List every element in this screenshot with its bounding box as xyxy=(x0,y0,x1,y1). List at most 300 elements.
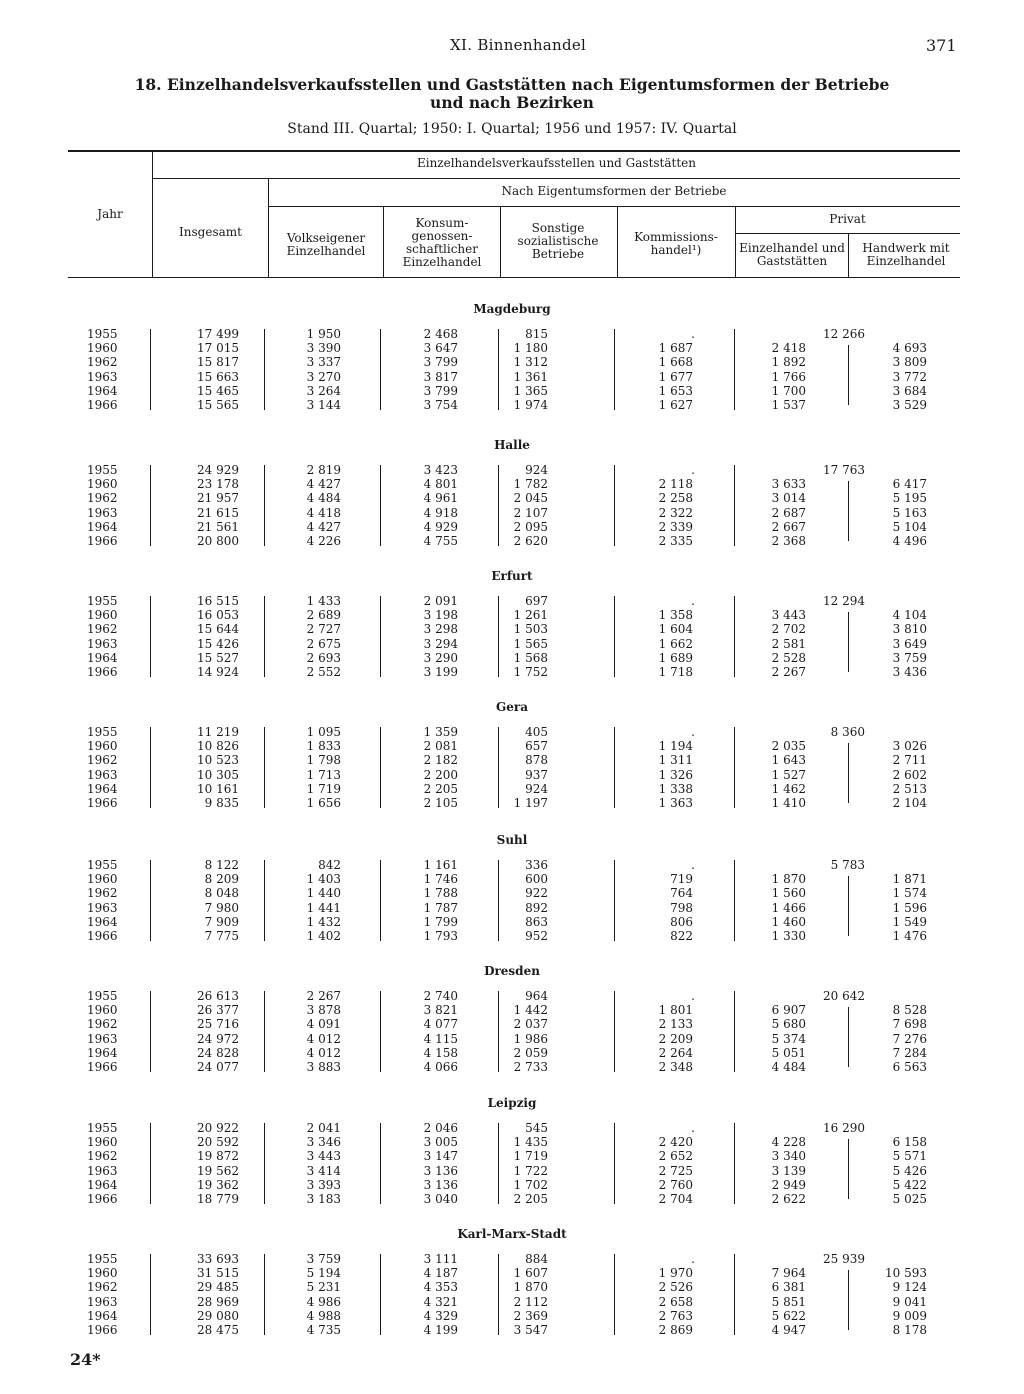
table-row xyxy=(0,622,1024,636)
value-cell: 2 118 xyxy=(658,477,693,492)
value-cell: 5 622 xyxy=(771,1308,806,1323)
value-cell: 842 xyxy=(318,858,341,872)
table-row xyxy=(0,768,1024,782)
year-cell: 1960 xyxy=(87,608,118,623)
value-cell: 2 602 xyxy=(892,767,927,782)
value-cell: 924 xyxy=(525,781,548,796)
value-cell: 1 503 xyxy=(513,622,548,637)
value-cell: 10 826 xyxy=(197,739,239,754)
value-cell: 8 122 xyxy=(204,858,239,872)
value-cell: 1 798 xyxy=(306,753,341,768)
value-cell: 4 496 xyxy=(892,534,927,548)
value-cell: 600 xyxy=(525,872,548,887)
table-row xyxy=(0,398,1024,412)
value-cell: 2 267 xyxy=(306,989,341,1003)
privat-total-cell: 8 360 xyxy=(830,725,865,739)
value-cell: 3 390 xyxy=(306,341,341,356)
col-privat-handwerk: Handwerk mit Einzelhandel xyxy=(862,241,950,268)
value-cell: 2 687 xyxy=(771,505,806,520)
value-cell: 806 xyxy=(670,914,693,929)
value-cell: 1 574 xyxy=(892,886,927,901)
table-row xyxy=(0,725,1024,739)
value-cell: 5 374 xyxy=(771,1031,806,1046)
year-cell: 1963 xyxy=(87,369,118,384)
value-cell: 21 561 xyxy=(197,519,239,534)
value-cell: 7 276 xyxy=(892,1031,927,1046)
value-cell: 4 199 xyxy=(423,1323,458,1337)
table-row xyxy=(0,1032,1024,1046)
table-row xyxy=(0,1323,1024,1337)
value-cell: 3 423 xyxy=(423,463,458,477)
bezirk-heading: Halle xyxy=(494,438,530,452)
value-cell: 4 427 xyxy=(306,519,341,534)
value-cell: 1 793 xyxy=(423,929,458,943)
value-cell: 336 xyxy=(525,858,548,872)
value-cell: 3 878 xyxy=(306,1003,341,1018)
value-cell: 2 037 xyxy=(513,1017,548,1032)
privat-total-cell: 17 763 xyxy=(823,463,865,477)
value-cell: 2 322 xyxy=(658,505,693,520)
value-cell: 24 077 xyxy=(197,1060,239,1074)
value-cell: 1 788 xyxy=(423,886,458,901)
value-cell: 20 922 xyxy=(197,1121,239,1135)
value-cell: . xyxy=(691,327,695,341)
rule xyxy=(153,178,960,179)
value-cell: 3 414 xyxy=(306,1163,341,1178)
page-signature: 24* xyxy=(70,1350,101,1369)
table-row xyxy=(0,520,1024,534)
value-cell: 2 581 xyxy=(771,636,806,651)
year-cell: 1962 xyxy=(87,753,118,768)
value-cell: 1 095 xyxy=(306,725,341,739)
value-cell: 5 231 xyxy=(306,1280,341,1295)
value-cell: 4 693 xyxy=(892,341,927,356)
year-cell: 1962 xyxy=(87,1017,118,1032)
col-divider xyxy=(152,152,153,277)
table-subtitle: Stand III. Quartal; 1950: I. Quartal; 1956 und 1957: IV. Quartal xyxy=(287,121,737,137)
value-cell: 2 702 xyxy=(771,622,806,637)
value-cell: 4 801 xyxy=(423,477,458,492)
value-cell: 4 329 xyxy=(423,1308,458,1323)
value-cell: . xyxy=(691,858,695,872)
year-cell: 1955 xyxy=(87,858,118,872)
value-cell: 3 883 xyxy=(306,1060,341,1074)
value-cell: 1 596 xyxy=(892,900,927,915)
year-cell: 1955 xyxy=(87,463,118,477)
year-cell: 1962 xyxy=(87,886,118,901)
value-cell: 5 104 xyxy=(892,519,927,534)
table-row xyxy=(0,1266,1024,1280)
value-cell: 1 677 xyxy=(658,369,693,384)
value-cell: . xyxy=(691,725,695,739)
value-cell: 23 178 xyxy=(197,477,239,492)
value-cell: 2 658 xyxy=(658,1294,693,1309)
value-cell: 1 330 xyxy=(771,929,806,943)
year-cell: 1963 xyxy=(87,636,118,651)
value-cell: 3 772 xyxy=(892,369,927,384)
table-row xyxy=(0,534,1024,548)
rule xyxy=(68,150,960,152)
value-cell: 4 077 xyxy=(423,1017,458,1032)
value-cell: 4 418 xyxy=(306,505,341,520)
value-cell: 1 402 xyxy=(306,929,341,943)
value-cell: 1 460 xyxy=(771,914,806,929)
year-cell: 1960 xyxy=(87,872,118,887)
value-cell: 4 735 xyxy=(306,1323,341,1337)
value-cell: 822 xyxy=(670,929,693,943)
table-row xyxy=(0,858,1024,872)
year-cell: 1955 xyxy=(87,327,118,341)
table-row xyxy=(0,665,1024,679)
table-row xyxy=(0,477,1024,491)
value-cell: 1 476 xyxy=(892,929,927,943)
value-cell: 1 440 xyxy=(306,886,341,901)
value-cell: 15 663 xyxy=(197,369,239,384)
table-row xyxy=(0,327,1024,341)
col-konsum: Konsum-genossen-schaftlicher Einzelhandel xyxy=(402,216,482,269)
value-cell: 3 294 xyxy=(423,636,458,651)
year-cell: 1964 xyxy=(87,1308,118,1323)
value-cell: 697 xyxy=(525,594,548,608)
value-cell: 28 475 xyxy=(197,1323,239,1337)
value-cell: 1 700 xyxy=(771,383,806,398)
value-cell: 7 964 xyxy=(771,1266,806,1281)
bezirk-heading: Erfurt xyxy=(491,569,533,583)
year-cell: 1966 xyxy=(87,929,118,943)
value-cell: 3 183 xyxy=(306,1192,341,1206)
value-cell: 24 972 xyxy=(197,1031,239,1046)
value-cell: 1 643 xyxy=(771,753,806,768)
year-cell: 1960 xyxy=(87,1266,118,1281)
value-cell: 18 779 xyxy=(197,1192,239,1206)
value-cell: 657 xyxy=(525,739,548,754)
value-cell: 1 668 xyxy=(658,355,693,370)
table-row xyxy=(0,1252,1024,1266)
value-cell: 5 422 xyxy=(892,1177,927,1192)
value-cell: 1 312 xyxy=(513,355,548,370)
year-cell: 1963 xyxy=(87,1031,118,1046)
value-cell: 1 311 xyxy=(658,753,693,768)
value-cell: 3 139 xyxy=(771,1163,806,1178)
table-row xyxy=(0,506,1024,520)
value-cell: 7 284 xyxy=(892,1045,927,1060)
value-cell: 2 209 xyxy=(658,1031,693,1046)
value-cell: 1 466 xyxy=(771,900,806,915)
value-cell: 14 924 xyxy=(197,665,239,679)
value-cell: 1 871 xyxy=(892,872,927,887)
value-cell: 1 870 xyxy=(513,1280,548,1295)
value-cell: 1 432 xyxy=(306,914,341,929)
value-cell: 1 656 xyxy=(306,796,341,810)
value-cell: 8 528 xyxy=(892,1003,927,1018)
value-cell: 26 377 xyxy=(197,1003,239,1018)
value-cell: 6 417 xyxy=(892,477,927,492)
value-cell: 2 819 xyxy=(306,463,341,477)
table-row xyxy=(0,1046,1024,1060)
value-cell: 16 053 xyxy=(197,608,239,623)
value-cell: 1 197 xyxy=(513,796,548,810)
value-cell: 1 462 xyxy=(771,781,806,796)
table-row xyxy=(0,1164,1024,1178)
value-cell: 9 124 xyxy=(892,1280,927,1295)
table-row xyxy=(0,1149,1024,1163)
value-cell: 3 298 xyxy=(423,622,458,637)
value-cell: 4 104 xyxy=(892,608,927,623)
value-cell: 937 xyxy=(525,767,548,782)
year-cell: 1966 xyxy=(87,796,118,810)
value-cell: 2 704 xyxy=(658,1192,693,1206)
value-cell: 2 091 xyxy=(423,594,458,608)
value-cell: 19 872 xyxy=(197,1149,239,1164)
bezirk-heading: Magdeburg xyxy=(473,302,551,316)
table-row xyxy=(0,594,1024,608)
year-cell: 1964 xyxy=(87,383,118,398)
table-title: 18. Einzelhandelsverkaufsstellen und Gaststätten nach Eigentumsformen der Betriebe xyxy=(134,75,890,94)
value-cell: 8 209 xyxy=(204,872,239,887)
value-cell: 1 719 xyxy=(513,1149,548,1164)
value-cell: 29 485 xyxy=(197,1280,239,1295)
table-row xyxy=(0,989,1024,1003)
value-cell: 1 194 xyxy=(658,739,693,754)
value-cell: 2 200 xyxy=(423,767,458,782)
value-cell: 2 418 xyxy=(771,341,806,356)
value-cell: 2 622 xyxy=(771,1192,806,1206)
value-cell: 16 515 xyxy=(197,594,239,608)
value-cell: 3 436 xyxy=(892,665,927,679)
year-cell: 1960 xyxy=(87,1003,118,1018)
value-cell: 15 465 xyxy=(197,383,239,398)
value-cell: 5 051 xyxy=(771,1045,806,1060)
value-cell: 2 693 xyxy=(306,650,341,665)
table-row xyxy=(0,1178,1024,1192)
value-cell: 1 338 xyxy=(658,781,693,796)
value-cell: 4 012 xyxy=(306,1045,341,1060)
table-row xyxy=(0,384,1024,398)
value-cell: 1 746 xyxy=(423,872,458,887)
value-cell: 4 484 xyxy=(771,1060,806,1074)
table-row xyxy=(0,901,1024,915)
value-cell: 1 441 xyxy=(306,900,341,915)
value-cell: 2 339 xyxy=(658,519,693,534)
value-cell: 1 950 xyxy=(306,327,341,341)
value-cell: 15 644 xyxy=(197,622,239,637)
value-cell: 1 718 xyxy=(658,665,693,679)
value-cell: 2 205 xyxy=(513,1192,548,1206)
value-cell: 1 986 xyxy=(513,1031,548,1046)
value-cell: 3 529 xyxy=(892,398,927,412)
value-cell: 4 929 xyxy=(423,519,458,534)
privat-total-cell: 5 783 xyxy=(830,858,865,872)
value-cell: 1 180 xyxy=(513,341,548,356)
value-cell: 4 187 xyxy=(423,1266,458,1281)
value-cell: 24 929 xyxy=(197,463,239,477)
bezirk-heading: Leipzig xyxy=(487,1096,537,1110)
value-cell: 2 468 xyxy=(423,327,458,341)
year-cell: 1955 xyxy=(87,1121,118,1135)
table-row xyxy=(0,1060,1024,1074)
table-row xyxy=(0,782,1024,796)
col-kommission: Kommissions-handel¹) xyxy=(634,230,718,257)
value-cell: 3 270 xyxy=(306,369,341,384)
table-row xyxy=(0,915,1024,929)
value-cell: 3 136 xyxy=(423,1177,458,1192)
value-cell: 1 719 xyxy=(306,781,341,796)
table-row xyxy=(0,463,1024,477)
value-cell: 1 361 xyxy=(513,369,548,384)
rule xyxy=(68,277,960,278)
value-cell: 2 335 xyxy=(658,534,693,548)
year-cell: 1960 xyxy=(87,1135,118,1150)
value-cell: . xyxy=(691,1252,695,1266)
value-cell: 3 290 xyxy=(423,650,458,665)
value-cell: 5 195 xyxy=(892,491,927,506)
year-cell: 1963 xyxy=(87,1294,118,1309)
col-sonstige: Sonstige sozialistische Betriebe xyxy=(517,221,599,261)
value-cell: 863 xyxy=(525,914,548,929)
year-cell: 1955 xyxy=(87,1252,118,1266)
value-cell: 4 228 xyxy=(771,1135,806,1150)
table-row xyxy=(0,739,1024,753)
value-cell: 4 091 xyxy=(306,1017,341,1032)
value-cell: 1 537 xyxy=(771,398,806,412)
value-cell: 4 988 xyxy=(306,1308,341,1323)
value-cell: 3 340 xyxy=(771,1149,806,1164)
table-row xyxy=(0,651,1024,665)
privat-total-cell: 20 642 xyxy=(823,989,865,1003)
value-cell: . xyxy=(691,1121,695,1135)
value-cell: 3 026 xyxy=(892,739,927,754)
value-cell: 10 305 xyxy=(197,767,239,782)
value-cell: 952 xyxy=(525,929,548,943)
value-cell: 4 961 xyxy=(423,491,458,506)
value-cell: 3 111 xyxy=(423,1252,458,1266)
value-cell: 1 702 xyxy=(513,1177,548,1192)
value-cell: 1 662 xyxy=(658,636,693,651)
col-divider xyxy=(500,207,501,277)
value-cell: 2 104 xyxy=(892,796,927,810)
value-cell: 1 689 xyxy=(658,650,693,665)
value-cell: 3 810 xyxy=(892,622,927,637)
value-cell: 1 161 xyxy=(423,858,458,872)
value-cell: 2 652 xyxy=(658,1149,693,1164)
value-cell: 2 420 xyxy=(658,1135,693,1150)
value-cell: 2 112 xyxy=(513,1294,548,1309)
value-cell: 3 759 xyxy=(306,1252,341,1266)
value-cell: 2 513 xyxy=(892,781,927,796)
value-cell: 2 869 xyxy=(658,1323,693,1337)
year-cell: 1962 xyxy=(87,1280,118,1295)
value-cell: 2 949 xyxy=(771,1177,806,1192)
value-cell: 9 041 xyxy=(892,1294,927,1309)
value-cell: 11 219 xyxy=(197,725,239,739)
value-cell: 5 680 xyxy=(771,1017,806,1032)
value-cell: 3 547 xyxy=(513,1323,548,1337)
value-cell: 2 675 xyxy=(306,636,341,651)
value-cell: 15 426 xyxy=(197,636,239,651)
table-row xyxy=(0,341,1024,355)
value-cell: 1 892 xyxy=(771,355,806,370)
year-cell: 1966 xyxy=(87,1192,118,1206)
value-cell: 2 205 xyxy=(423,781,458,796)
value-cell: 878 xyxy=(525,753,548,768)
value-cell: 2 105 xyxy=(423,796,458,810)
value-cell: 20 800 xyxy=(197,534,239,548)
value-cell: 1 627 xyxy=(658,398,693,412)
table-row xyxy=(0,637,1024,651)
year-cell: 1962 xyxy=(87,622,118,637)
value-cell: 1 359 xyxy=(423,725,458,739)
col-nach-eigentum: Nach Eigentumsformen der Betriebe xyxy=(501,184,727,198)
value-cell: 2 689 xyxy=(306,608,341,623)
value-cell: 2 620 xyxy=(513,534,548,548)
value-cell: 924 xyxy=(525,463,548,477)
value-cell: 1 560 xyxy=(771,886,806,901)
value-cell: 3 647 xyxy=(423,341,458,356)
value-cell: 3 633 xyxy=(771,477,806,492)
value-cell: 1 799 xyxy=(423,914,458,929)
year-cell: 1964 xyxy=(87,781,118,796)
year-cell: 1966 xyxy=(87,1060,118,1074)
value-cell: 1 801 xyxy=(658,1003,693,1018)
value-cell: 4 947 xyxy=(771,1323,806,1337)
value-cell: 10 161 xyxy=(197,781,239,796)
col-jahr: Jahr xyxy=(97,207,123,221)
value-cell: 24 828 xyxy=(197,1045,239,1060)
value-cell: 3 346 xyxy=(306,1135,341,1150)
year-cell: 1966 xyxy=(87,1323,118,1337)
value-cell: 2 368 xyxy=(771,534,806,548)
col-divider xyxy=(617,207,618,277)
col-divider xyxy=(848,234,849,277)
value-cell: 2 258 xyxy=(658,491,693,506)
value-cell: 1 326 xyxy=(658,767,693,782)
page-number: 371 xyxy=(926,36,957,55)
col-insgesamt: Insgesamt xyxy=(179,225,242,239)
year-cell: 1955 xyxy=(87,594,118,608)
value-cell: 7 698 xyxy=(892,1017,927,1032)
value-cell: 3 198 xyxy=(423,608,458,623)
year-cell: 1962 xyxy=(87,355,118,370)
value-cell: 4 427 xyxy=(306,477,341,492)
chapter-header: XI. Binnenhandel xyxy=(450,36,587,54)
value-cell: 719 xyxy=(670,872,693,887)
col-privat: Privat xyxy=(829,212,866,226)
value-cell: 405 xyxy=(525,725,548,739)
value-cell: 2 081 xyxy=(423,739,458,754)
year-cell: 1966 xyxy=(87,534,118,548)
value-cell: 1 833 xyxy=(306,739,341,754)
value-cell: 1 261 xyxy=(513,608,548,623)
value-cell: 2 667 xyxy=(771,519,806,534)
value-cell: 3 443 xyxy=(306,1149,341,1164)
value-cell: 33 693 xyxy=(197,1252,239,1266)
value-cell: 884 xyxy=(525,1252,548,1266)
value-cell: 1 403 xyxy=(306,872,341,887)
value-cell: 5 025 xyxy=(892,1192,927,1206)
value-cell: 815 xyxy=(525,327,548,341)
value-cell: 6 907 xyxy=(771,1003,806,1018)
value-cell: 19 362 xyxy=(197,1177,239,1192)
value-cell: 31 515 xyxy=(197,1266,239,1281)
value-cell: 3 754 xyxy=(423,398,458,412)
year-cell: 1964 xyxy=(87,519,118,534)
value-cell: 5 426 xyxy=(892,1163,927,1178)
value-cell: 2 035 xyxy=(771,739,806,754)
value-cell: 3 040 xyxy=(423,1192,458,1206)
table-row xyxy=(0,355,1024,369)
value-cell: 3 821 xyxy=(423,1003,458,1018)
value-cell: 21 615 xyxy=(197,505,239,520)
